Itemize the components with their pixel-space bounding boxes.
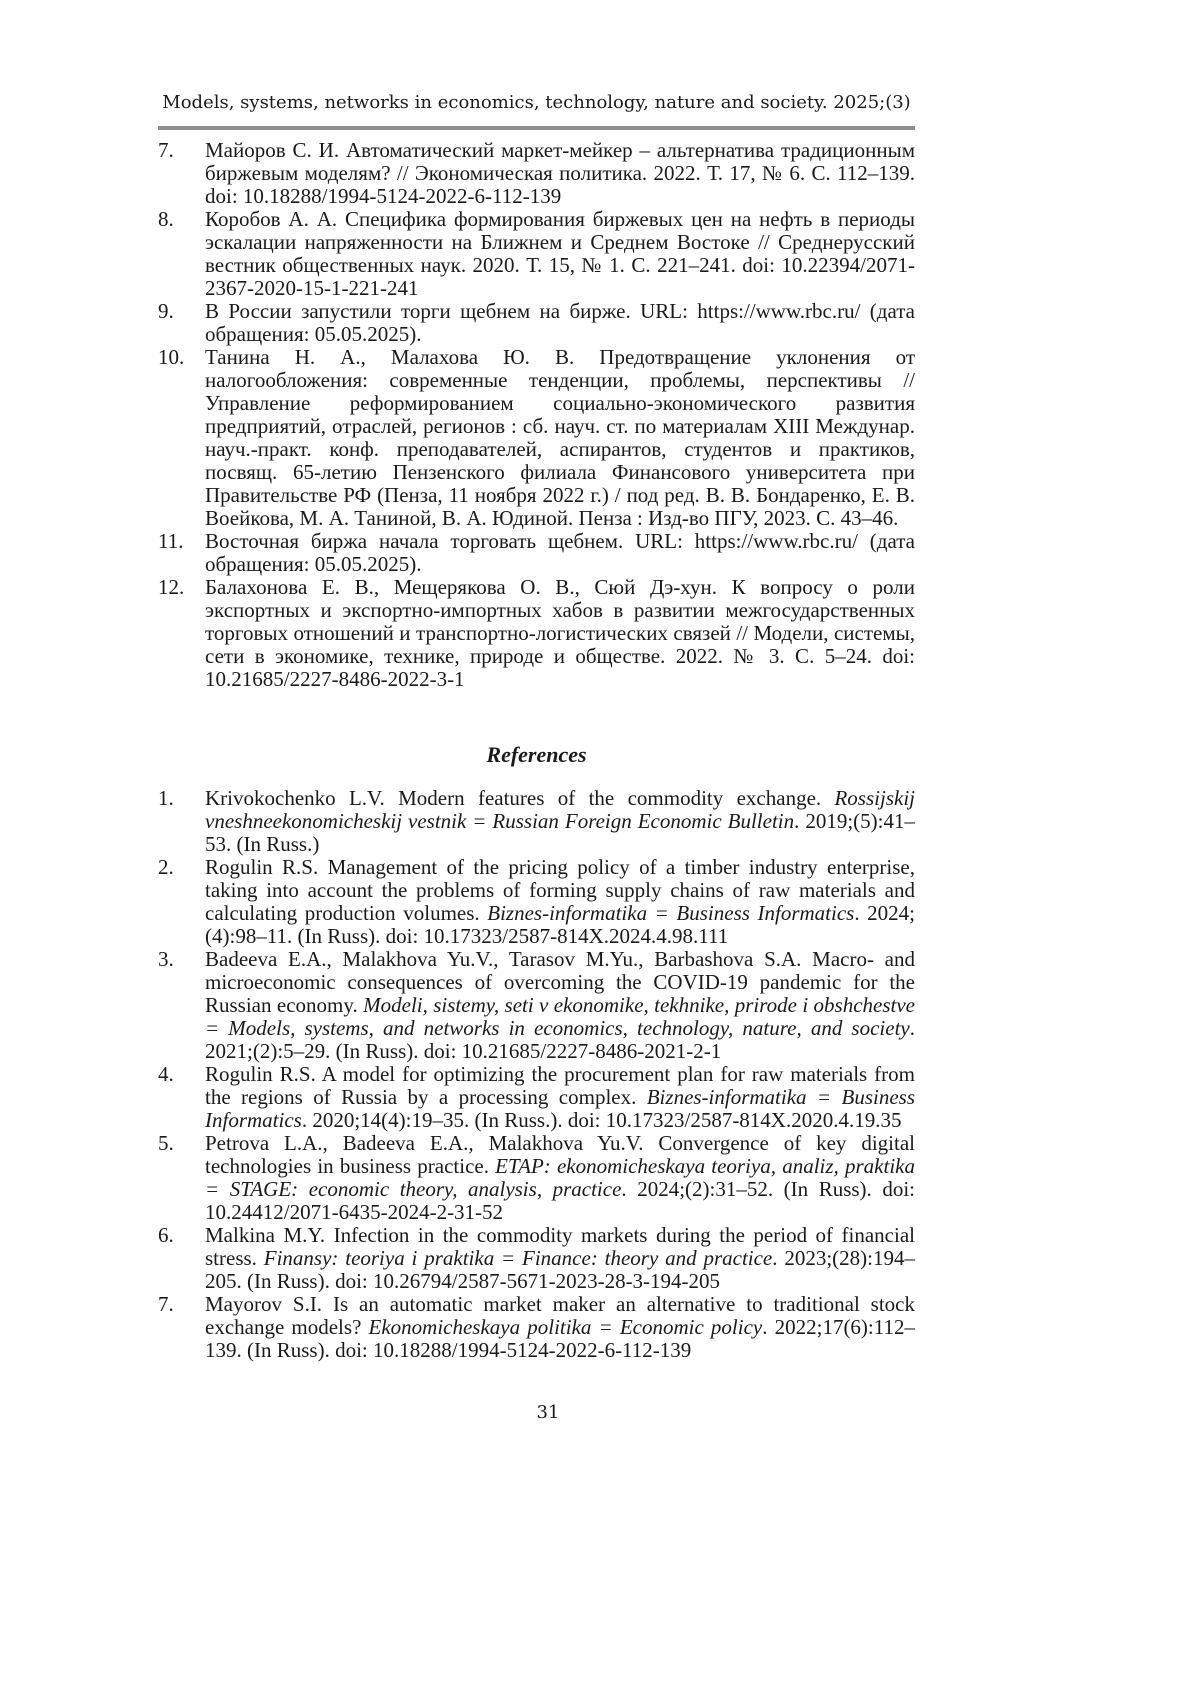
reference-number: 2. [158, 855, 174, 879]
reference-number: 12. [158, 575, 185, 599]
page-number: 31 [536, 1402, 560, 1423]
english-reference-list [158, 787, 915, 1362]
reference-number: 9. [158, 299, 174, 323]
reference-text: Коробов А. А. Специфика формирования биржевых цен на нефть в периоды эскалации напряженности на Ближнем и Среднем Востоке // Среднерусский вестник общественных наук. 2020. Т. 15, № 1. С. 221–241. doi: 10.22394/2071-2367-2020-15-1-221-241 [205, 207, 915, 300]
reference-text: Танина Н. А., Малахова Ю. В. Предотвращение уклонения от налогообложения: современные тенденции, проблемы, перспективы // Управление реформированием социально-экономического развития предприятий, отраслей, регионов : сб. науч. ст. по материалам XIII Междунар. науч.-практ. конф. преподавателей, аспирантов, студентов и практиков, посвящ. 65-летию Пензенского филиала Финансового университета при Правительстве РФ (Пенза, 11 ноября 2022 г.) / под ред. В. В. Бондаренко, Е. В. Воейкова, М. А. Таниной, В. А. Юдиной. Пенза : Изд-во ПГУ, 2023. С. 43–46. [205, 345, 915, 530]
references-heading: References [486, 742, 587, 767]
reference-number: 3. [158, 947, 174, 971]
reference-text: Rogulin R.S. Management of the pricing policy of a timber industry enterprise, taking into account the problems of forming supply chains of raw materials and calculating production volumes. Biznes-informatika = Business Informatics. 2024;(4):98–11. (In Russ). doi: 10.17323/2587-814X.2024.4.98.111 [205, 855, 915, 948]
reference-number: 7. [158, 1292, 174, 1316]
reference-item [158, 1293, 915, 1362]
reference-number: 5. [158, 1131, 174, 1155]
reference-text: Майоров С. И. Автоматический маркет-мейкер – альтернатива традиционным биржевым моделям? // Экономическая политика. 2022. Т. 17, № 6. С. 112–139. doi: 10.18288/1994-5124-2022-6-112-139 [205, 138, 915, 208]
reference-text: В России запустили торги щебнем на бирже. URL: https://www.rbc.ru/ (дата обращения: 05.05.2025). [205, 299, 915, 346]
reference-item [158, 787, 915, 856]
russian-reference-list [158, 139, 915, 691]
reference-item [158, 300, 915, 346]
reference-item [158, 1224, 915, 1293]
header-rule [158, 126, 915, 130]
reference-text: Badeeva E.A., Malakhova Yu.V., Tarasov M.Yu., Barbashova S.A. Macro- and microeconomic consequences of overcoming the COVID-19 pandemic for the Russian economy. Modeli, sistemy, seti v ekonomike, tekhnike, prirode i obshchestve = Models, systems, and networks in economics, technology, nature, and society. 2021;(2):5–29. (In Russ). doi: 10.21685/2227-8486-2021-2-1 [205, 947, 915, 1063]
reference-text: Восточная биржа начала торговать щебнем. URL: https://www.rbc.ru/ (дата обращения: 05.05.2025). [205, 529, 915, 576]
reference-item [158, 346, 915, 530]
reference-text: Балахонова Е. В., Мещерякова О. В., Сюй Дэ-хун. К вопросу о роли экспортных и экспортно-импортных хабов в развитии межгосударственных торговых отношений и транспортно-логистических связей // Модели, системы, сети в экономике, технике, природе и обществе. 2022. № 3. С. 5–24. doi: 10.21685/2227-8486-2022-3-1 [205, 575, 915, 691]
reference-text: Rogulin R.S. A model for optimizing the procurement plan for raw materials from the regions of Russia by a processing complex. Biznes-informatika = Business Informatics. 2020;14(4):19–35. (In Russ.). doi: 10.17323/2587-814X.2020.4.19.35 [205, 1062, 915, 1132]
reference-item [158, 208, 915, 300]
reference-number: 10. [158, 345, 185, 369]
reference-item [158, 576, 915, 691]
reference-item [158, 530, 915, 576]
reference-text: Petrova L.A., Badeeva E.A., Malakhova Yu.V. Convergence of key digital technologies in business practice. ETAP: ekonomicheskaya teoriya, analiz, praktika = STAGE: economic theory, analysis, practice. 2024;(2):31–52. (In Russ). doi: 10.24412/2071-6435-2024-2-31-52 [205, 1131, 916, 1224]
reference-number: 1. [158, 786, 174, 810]
reference-number: 11. [158, 529, 184, 553]
running-header: Models, systems, networks in economics, technology, nature and society. 2025;(3) [162, 92, 911, 113]
reference-text: Malkina M.Y. Infection in the commodity markets during the period of financial stress. Finansy: teoriya i praktika = Finance: theory and practice. 2023;(28):194–205. (In Russ). doi: 10.26794/2587-5671-2023-28-3-194-205 [205, 1223, 916, 1293]
reference-item [158, 856, 915, 948]
reference-item [158, 139, 915, 208]
reference-item [158, 1132, 915, 1224]
reference-text: Mayorov S.I. Is an automatic market maker an alternative to traditional stock exchange models? Ekonomicheskaya politika = Economic policy. 2022;17(6):112–139. (In Russ). doi: 10.18288/1994-5124-2022-6-112-139 [205, 1292, 915, 1362]
reference-number: 6. [158, 1223, 174, 1247]
reference-number: 4. [158, 1062, 174, 1086]
reference-text: Krivokochenko L.V. Modern features of the commodity exchange. Rossijskij vneshneekonomicheskij vestnik = Russian Foreign Economic Bulletin. 2019;(5):41–53. (In Russ.) [205, 786, 916, 856]
reference-item [158, 1063, 915, 1132]
reference-item [158, 948, 915, 1063]
reference-number: 8. [158, 207, 174, 231]
reference-number: 7. [158, 138, 174, 162]
